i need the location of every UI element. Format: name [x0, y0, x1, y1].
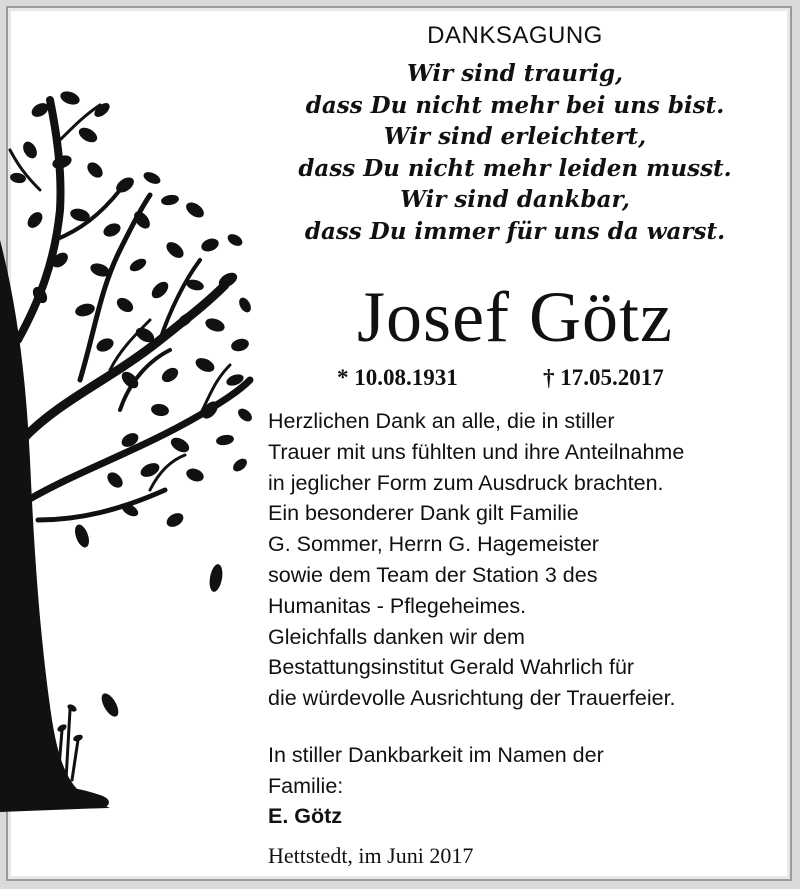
tree-silhouette-icon	[0, 80, 265, 840]
deceased-name: Josef Götz	[357, 277, 673, 357]
poem-line: dass Du immer für uns da warst.	[304, 217, 726, 245]
poem-line: dass Du nicht mehr bei uns bist.	[305, 91, 725, 119]
thanks-text	[268, 406, 788, 714]
death-date: † 17.05.2017	[543, 365, 664, 390]
text-line: Familie:	[268, 773, 344, 798]
poem-line: dass Du nicht mehr leiden musst.	[298, 154, 732, 182]
text-line: Bestattungsinstitut Gerald Wahrlich für	[268, 655, 635, 680]
poem-line: Wir sind dankbar,	[400, 186, 630, 214]
text-line: in jeglicher Form zum Ausdruck brachten.	[268, 470, 664, 495]
text-line: Herzlichen Dank an alle, die in stiller	[268, 409, 615, 433]
text-line: Humanitas - Pflegeheimes.	[268, 593, 527, 618]
text-line: G. Sommer, Herrn G. Hagemeister	[268, 532, 599, 557]
signature: E. Götz	[268, 804, 343, 828]
text-line: die würdevolle Ausrichtung der Trauerfeier.	[268, 686, 676, 711]
poem-line: Wir sind erleichtert,	[383, 123, 647, 151]
text-line: In stiller Dankbarkeit im Namen der	[268, 743, 604, 767]
poem	[290, 58, 740, 248]
birth-date: * 10.08.1931	[337, 365, 458, 390]
poem-line: Wir sind traurig,	[406, 60, 624, 87]
text-line: sowie dem Team der Station 3 des	[268, 562, 598, 587]
text-line: Ein besonderer Dank gilt Familie	[268, 501, 579, 526]
text-line: Trauer mit uns fühlten und ihre Anteilnahme	[268, 439, 685, 464]
closing-text	[268, 740, 788, 802]
place-date: Hettstedt, im Juni 2017	[268, 843, 474, 868]
notice-heading: DANKSAGUNG	[427, 22, 603, 49]
text-line: Gleichfalls danken wir dem	[268, 624, 525, 649]
